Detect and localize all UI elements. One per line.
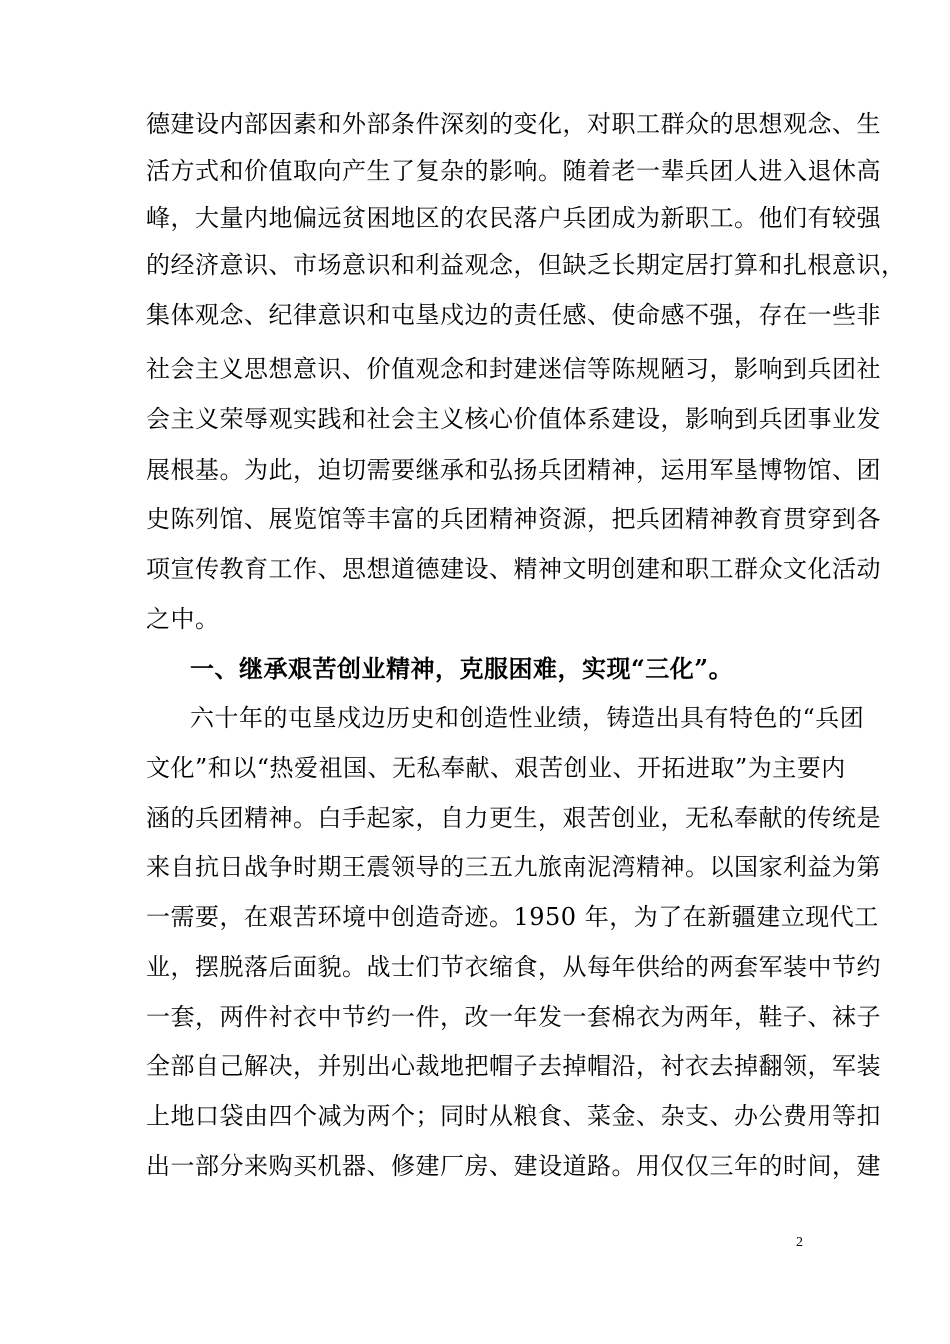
text-line: 出一部分来购买机器、修建厂房、建设道路。用仅仅三年的时间，建 — [146, 1152, 881, 1180]
text-line: 六十年的屯垦戍边历史和创造性业绩，铸造出具有特色的“兵团 — [190, 704, 865, 732]
text-line: 业，摆脱落后面貌。战士们节衣缩食，从每年供给的两套军装中节约 — [146, 953, 881, 981]
text-line: 德建设内部因素和外部条件深刻的变化，对职工群众的思想观念、生 — [146, 110, 881, 138]
text-line: 之中。 — [146, 605, 220, 633]
text-line: 一需要，在艰苦环境中创造奇迹。1950 年，为了在新疆建立现代工 — [146, 903, 879, 931]
text-line: 史陈列馆、展览馆等丰富的兵团精神资源，把兵团精神教育贯穿到各 — [146, 505, 881, 533]
text-line: 涵的兵团精神。白手起家，自力更生，艰苦创业，无私奉献的传统是 — [146, 804, 881, 832]
text-line: 集体观念、纪律意识和屯垦戍边的责任感、使命感不强，存在一些非 — [146, 301, 881, 329]
text-line: 展根基。为此，迫切需要继承和弘扬兵团精神，运用军垦博物馆、团 — [146, 456, 881, 484]
text-line: 峰，大量内地偏远贫困地区的农民落户兵团成为新职工。他们有较强 — [146, 204, 881, 232]
text-line: 全部自己解决，并别出心裁地把帽子去掉帽沿，衬衣去掉翻领，军装 — [146, 1052, 881, 1080]
text-line: 活方式和价值取向产生了复杂的影响。随着老一辈兵团人进入退休高 — [146, 157, 881, 185]
page-number: 2 — [796, 1235, 803, 1250]
text-line: 文化”和以“热爱祖国、无私奉献、艰苦创业、开拓进取”为主要内 — [146, 754, 846, 782]
section-heading: 一、继承艰苦创业精神，克服困难，实现“三化”。 — [190, 654, 734, 683]
text-line: 一套，两件衬衣中节约一件，改一年发一套棉衣为两年，鞋子、袜子 — [146, 1003, 881, 1031]
text-line: 社会主义思想意识、价值观念和封建迷信等陈规陋习，影响到兵团社 — [146, 355, 881, 383]
text-line: 的经济意识、市场意识和利益观念，但缺乏长期定居打算和扎根意识， — [146, 251, 906, 279]
text-line: 来自抗日战争时期王震领导的三五九旅南泥湾精神。以国家利益为第 — [146, 853, 881, 881]
text-line: 项宣传教育工作、思想道德建设、精神文明创建和职工群众文化活动 — [146, 555, 881, 583]
text-line: 上地口袋由四个减为两个；同时从粮食、菜金、杂支、办公费用等扣 — [146, 1102, 881, 1130]
text-line: 会主义荣辱观实践和社会主义核心价值体系建设，影响到兵团事业发 — [146, 405, 881, 433]
